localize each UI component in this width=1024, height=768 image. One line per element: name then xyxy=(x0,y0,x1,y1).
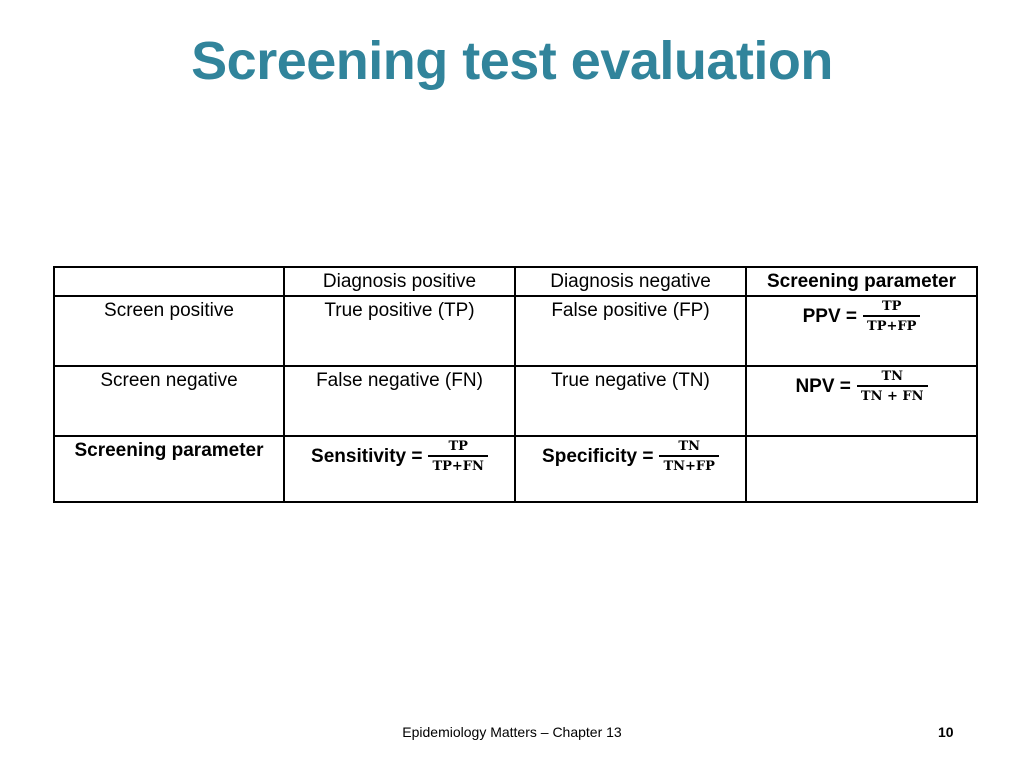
ppv-fraction xyxy=(863,299,920,334)
specificity-label: Specificity = xyxy=(542,445,654,467)
header-screening-parameter: Screening parameter xyxy=(746,267,977,296)
cell-true-positive: True positive (TP) xyxy=(284,296,515,366)
cell-sensitivity-formula xyxy=(284,436,515,502)
cell-npv-formula xyxy=(746,366,977,436)
table-row xyxy=(54,366,977,436)
cell-false-positive: False positive (FP) xyxy=(515,296,746,366)
header-diagnosis-negative: Diagnosis negative xyxy=(515,267,746,296)
sensitivity-denominator: TP+FN xyxy=(432,459,484,474)
npv-fraction xyxy=(857,369,928,404)
screening-table xyxy=(53,266,978,503)
ppv-formula xyxy=(803,299,921,334)
cell-ppv-formula xyxy=(746,296,977,366)
cell-specificity-formula xyxy=(515,436,746,502)
footer-text: Epidemiology Matters – Chapter 13 xyxy=(402,724,622,740)
table-row xyxy=(54,296,977,366)
slide-title: Screening test evaluation xyxy=(191,31,833,91)
table-header-row xyxy=(54,267,977,296)
npv-label: NPV = xyxy=(795,375,851,397)
sensitivity-formula xyxy=(311,439,488,474)
npv-denominator: TN + FN xyxy=(860,389,924,404)
ppv-denominator: TP+FP xyxy=(867,319,917,334)
specificity-fraction xyxy=(659,439,718,474)
specificity-formula xyxy=(542,439,719,474)
specificity-numerator: TN xyxy=(678,439,700,454)
cell-false-negative: False negative (FN) xyxy=(284,366,515,436)
sensitivity-fraction xyxy=(428,439,487,474)
cell-true-negative: True negative (TN) xyxy=(515,366,746,436)
header-diagnosis-positive: Diagnosis positive xyxy=(284,267,515,296)
ppv-numerator: TP xyxy=(881,299,902,314)
npv-numerator: TN xyxy=(881,369,903,384)
ppv-label: PPV = xyxy=(802,305,858,327)
table-row xyxy=(54,436,977,502)
header-cell-empty xyxy=(54,267,284,296)
row-label-screening-parameter: Screening parameter xyxy=(54,436,284,502)
sensitivity-label: Sensitivity = xyxy=(311,445,423,467)
cell-empty xyxy=(746,436,977,502)
sensitivity-numerator: TP xyxy=(448,439,468,454)
npv-formula xyxy=(795,369,927,404)
row-label-screen-positive: Screen positive xyxy=(54,296,284,366)
specificity-denominator: TN+FP xyxy=(663,459,715,474)
row-label-screen-negative: Screen negative xyxy=(54,366,284,436)
page-number: 10 xyxy=(938,724,954,740)
